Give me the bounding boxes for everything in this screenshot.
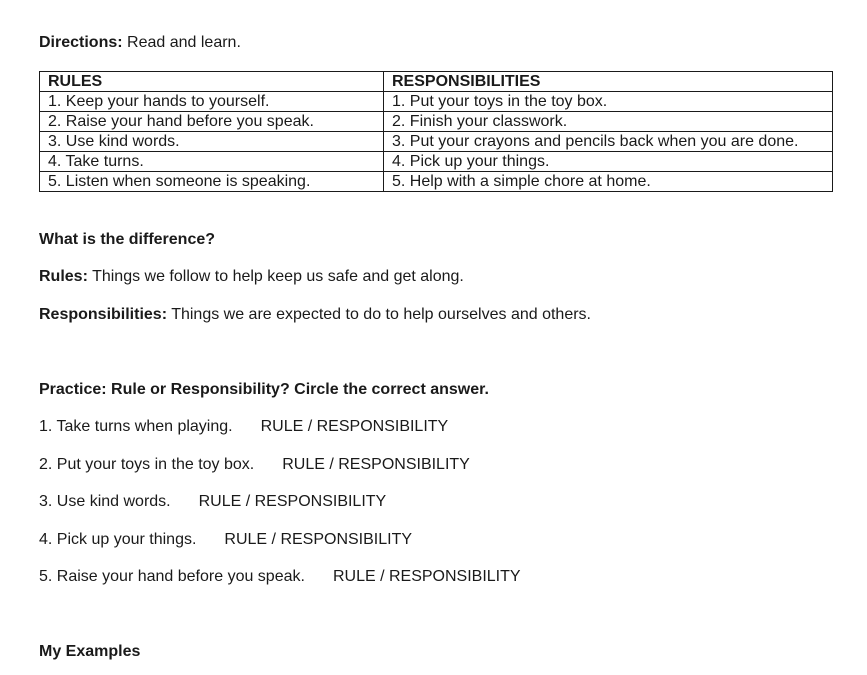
table-header-row: [40, 72, 833, 92]
practice-item: [39, 530, 412, 550]
header-rules: RULES: [40, 72, 384, 92]
practice-item: [39, 417, 448, 437]
responsibility-cell: 1. Put your toys in the toy box.: [384, 92, 833, 112]
practice-statement: 5. Raise your hand before you speak.: [39, 568, 305, 585]
my-examples-heading: My Examples: [39, 643, 141, 660]
table-row: [40, 152, 833, 172]
responsibilities-definition: [39, 305, 591, 325]
responsibility-cell: 3. Put your crayons and pencils back when you are done.: [384, 132, 833, 152]
practice-item: [39, 492, 386, 512]
responsibility-cell: 4. Pick up your things.: [384, 152, 833, 172]
responsibilities-text: Things we are expected to do to help ourselves and others.: [167, 306, 591, 323]
table-row: [40, 132, 833, 152]
table-row: [40, 112, 833, 132]
answer-choice[interactable]: RULE / RESPONSIBILITY: [282, 456, 470, 473]
directions-line: [39, 33, 241, 53]
practice-statement: 1. Take turns when playing.: [39, 418, 233, 435]
directions-text: Read and learn.: [122, 34, 241, 51]
rule-cell: 5. Listen when someone is speaking.: [40, 172, 384, 192]
answer-choice[interactable]: RULE / RESPONSIBILITY: [260, 418, 449, 435]
rules-responsibilities-table: [39, 71, 833, 192]
rule-cell: 1. Keep your hands to yourself.: [40, 92, 384, 112]
practice-item: [39, 455, 470, 475]
practice-statement: 4. Pick up your things.: [39, 531, 197, 548]
responsibility-cell: 2. Finish your classwork.: [384, 112, 833, 132]
table-row: [40, 172, 833, 192]
answer-choice[interactable]: RULE / RESPONSIBILITY: [224, 531, 413, 548]
answer-choice[interactable]: RULE / RESPONSIBILITY: [332, 568, 521, 585]
answer-choice[interactable]: RULE / RESPONSIBILITY: [198, 493, 387, 510]
rules-text: Things we follow to help keep us safe and get along.: [87, 268, 464, 285]
responsibilities-label: Responsibilities:: [39, 306, 168, 323]
table-row: [40, 92, 833, 112]
practice-item: [39, 567, 521, 587]
difference-question: What is the difference?: [39, 231, 216, 248]
rules-definition: [39, 267, 464, 287]
rule-cell: 3. Use kind words.: [40, 132, 384, 152]
responsibility-cell: 5. Help with a simple chore at home.: [384, 172, 833, 192]
practice-heading: Practice: Rule or Responsibility? Circle the correct answer.: [39, 381, 489, 398]
practice-statement: 3. Use kind words.: [39, 493, 171, 510]
directions-label: Directions:: [39, 34, 123, 51]
practice-statement: 2. Put your toys in the toy box.: [39, 456, 255, 473]
header-responsibilities: RESPONSIBILITIES: [384, 72, 833, 92]
rule-cell: 2. Raise your hand before you speak.: [40, 112, 384, 132]
rules-label: Rules:: [39, 268, 88, 285]
rule-cell: 4. Take turns.: [40, 152, 384, 172]
